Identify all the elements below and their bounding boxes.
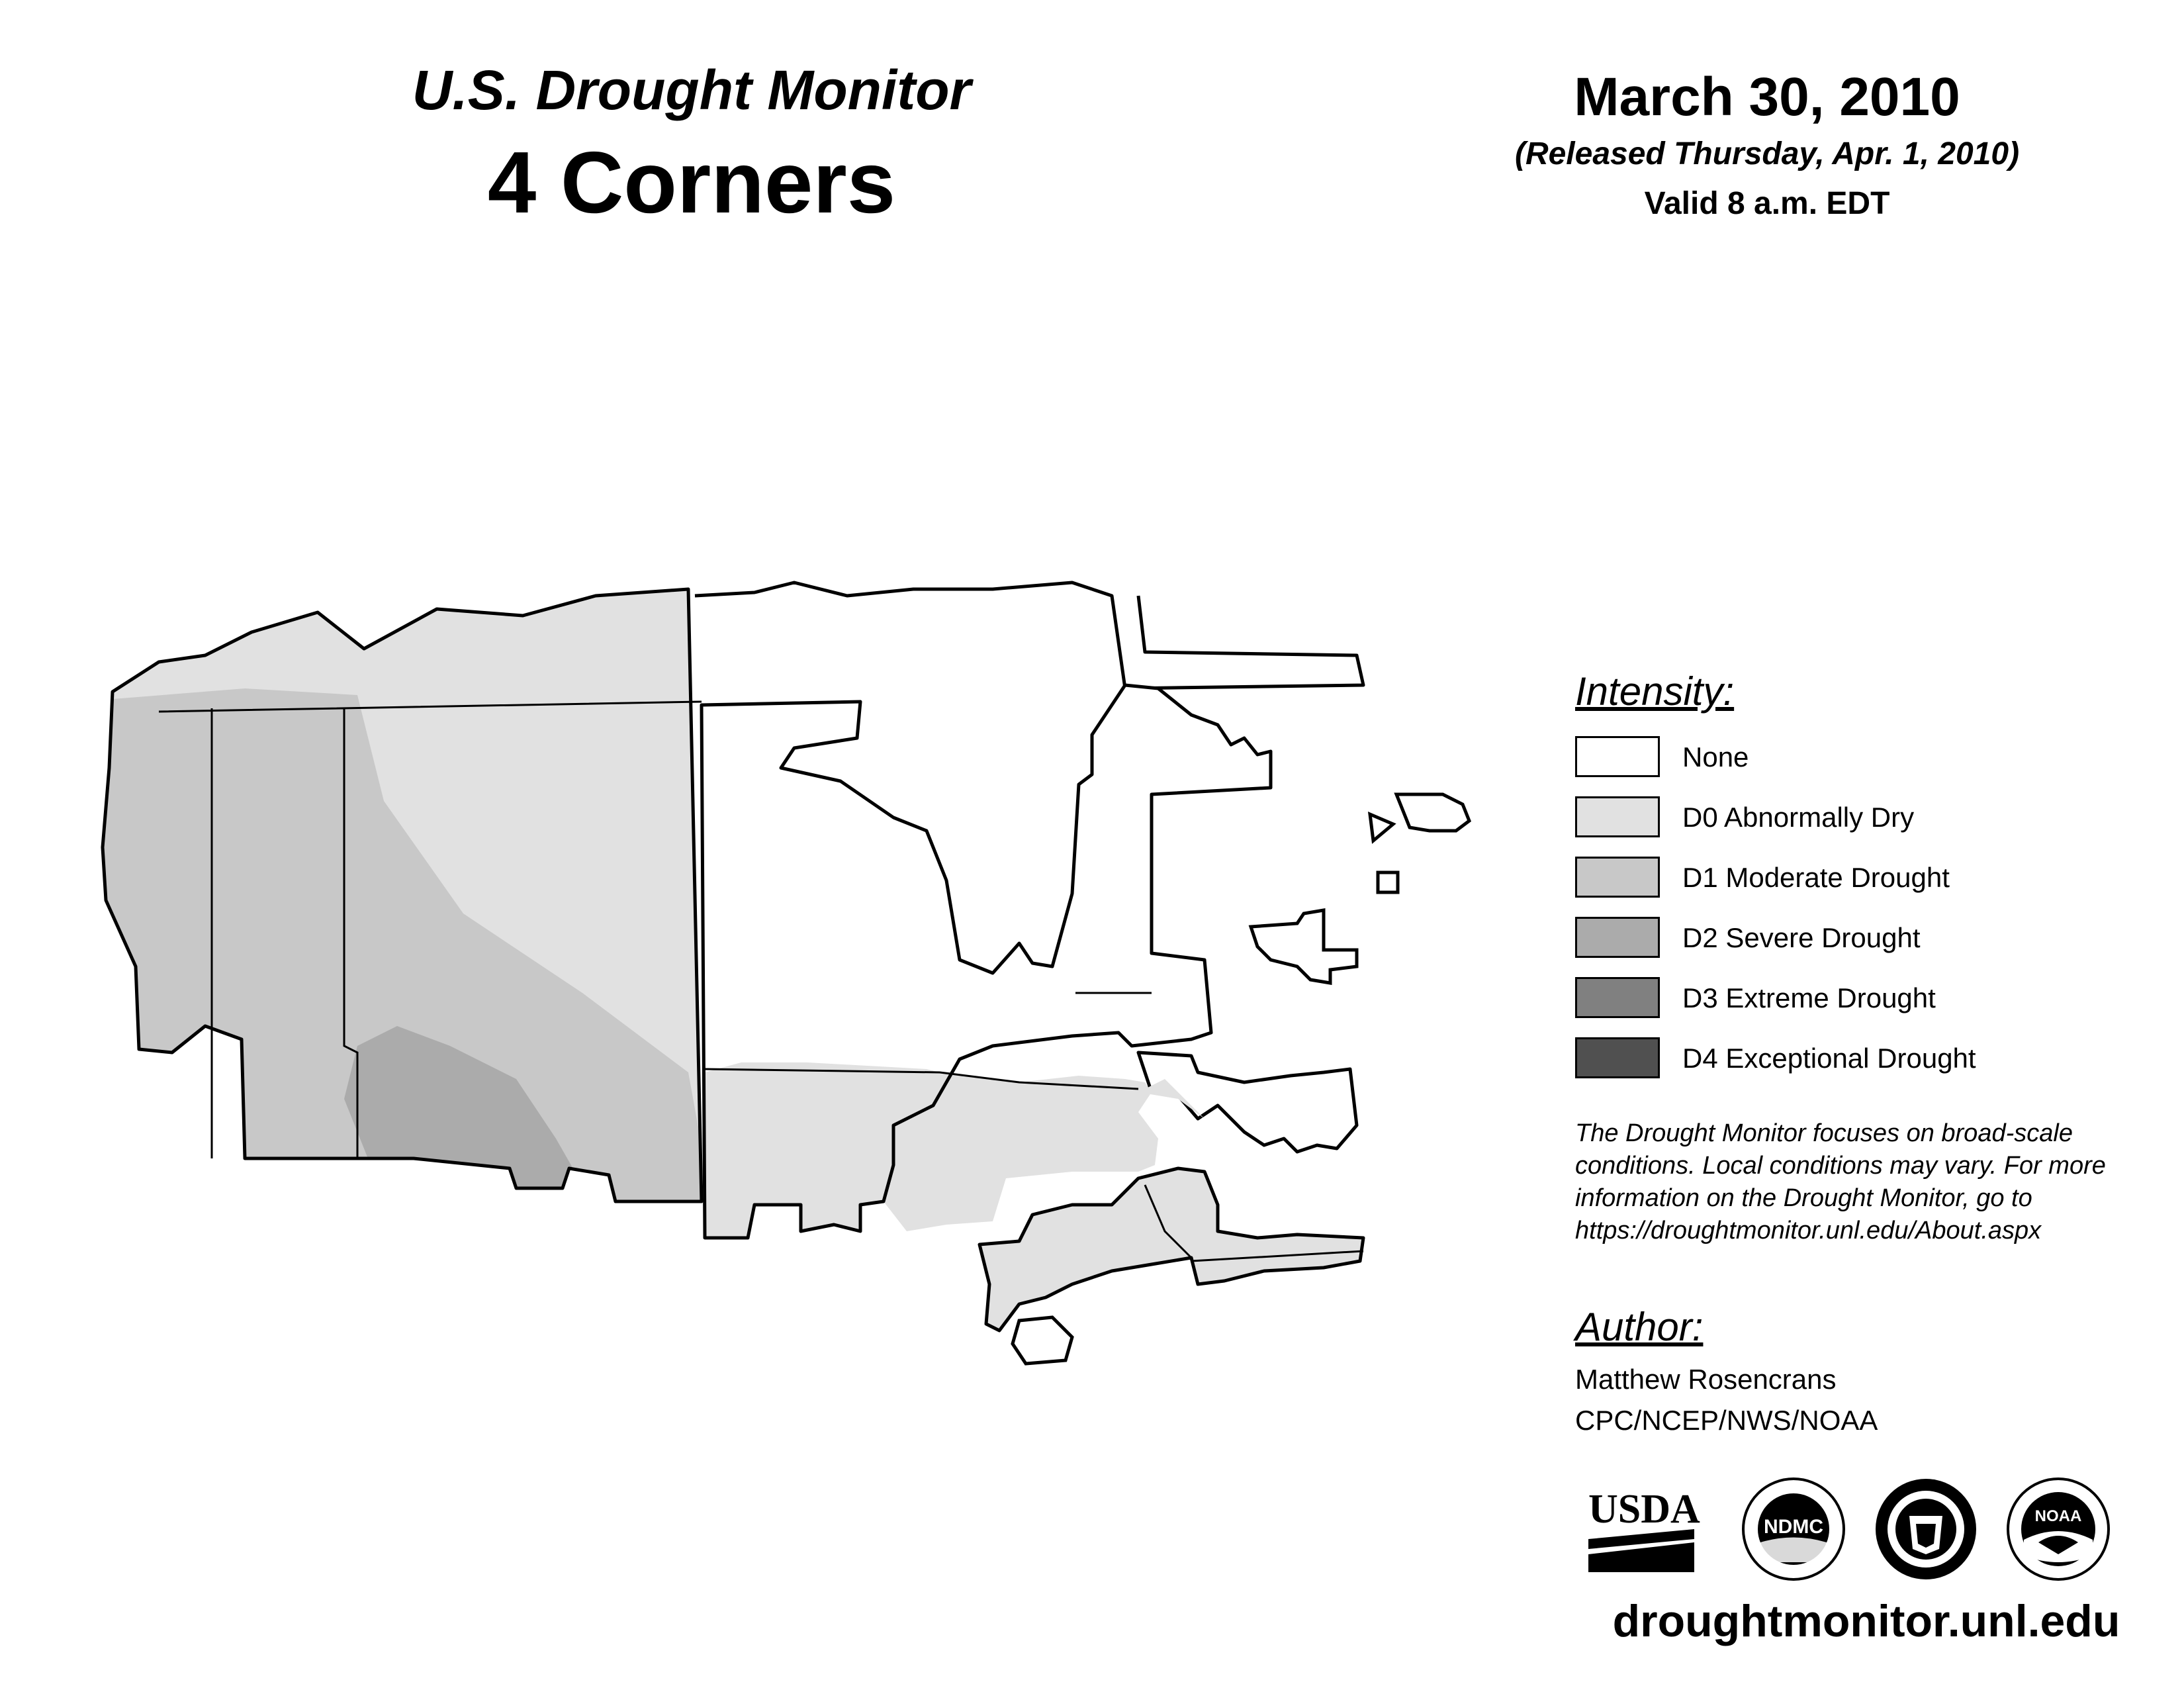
island-south <box>1013 1317 1072 1364</box>
commerce-seal-logo <box>1876 1479 1976 1579</box>
note-line: conditions. Local conditions may vary. For more <box>1575 1152 2106 1180</box>
legend-swatch <box>1575 796 1660 837</box>
eastern-region-shape <box>1138 1053 1357 1152</box>
usda-logo <box>1588 1487 1700 1572</box>
noaa-logo <box>2008 1479 2109 1579</box>
note-line: information on the Drought Monitor, go to <box>1575 1184 2032 1212</box>
release-date: (Released Thursday, Apr. 1, 2010) <box>1514 136 2020 171</box>
note-line: The Drought Monitor focuses on broad-scale <box>1575 1119 2073 1147</box>
island-northeast <box>1396 794 1469 831</box>
map-region-title: 4 Corners <box>487 134 896 231</box>
footer-url[interactable]: droughtmonitor.unl.edu <box>1612 1596 2120 1646</box>
usda-logo-text: USDA <box>1588 1487 1700 1532</box>
valid-time: Valid 8 a.m. EDT <box>1644 186 1890 221</box>
author-org: CPC/NCEP/NWS/NOAA <box>1575 1405 1878 1436</box>
legend-title: Intensity: <box>1575 669 1735 714</box>
map-subtitle: U.S. Drought Monitor <box>412 59 972 121</box>
legend-label: D4 Exceptional Drought <box>1682 1043 1976 1074</box>
map-date: March 30, 2010 <box>1574 67 1960 127</box>
legend-swatch <box>1575 917 1660 958</box>
legend-swatch <box>1575 857 1660 898</box>
legend-swatch <box>1575 736 1660 777</box>
legend-label: D2 Severe Drought <box>1682 922 1921 953</box>
island-triangle <box>1370 814 1393 841</box>
agency-logos <box>1582 1476 2164 1582</box>
disclaimer-note <box>1575 1117 2171 1247</box>
northern-region <box>695 583 1363 688</box>
southeast-region-shape <box>979 1168 1363 1331</box>
central-region <box>702 685 1271 1238</box>
author-name: Matthew Rosencrans <box>1575 1364 1837 1395</box>
author-title: Author: <box>1575 1305 1704 1349</box>
legend-swatch <box>1575 1037 1660 1078</box>
northern-strip <box>695 583 1363 688</box>
drought-map <box>79 569 1522 1417</box>
legend-label: D1 Moderate Drought <box>1682 862 1950 893</box>
western-region <box>79 589 715 1218</box>
island-square <box>1378 872 1398 892</box>
note-link[interactable]: https://droughtmonitor.unl.edu/About.aspx <box>1575 1217 2042 1244</box>
ndmc-logo <box>1743 1479 1844 1579</box>
legend-label: D0 Abnormally Dry <box>1682 802 1915 833</box>
legend-swatch <box>1575 977 1660 1018</box>
ndmc-logo-text: NDMC <box>1764 1516 1823 1538</box>
legend-label: D3 Extreme Drought <box>1682 982 1936 1013</box>
legend-label: None <box>1682 741 1749 773</box>
noaa-logo-text: NOAA <box>2034 1507 2082 1525</box>
island-east-cluster <box>1251 910 1357 983</box>
